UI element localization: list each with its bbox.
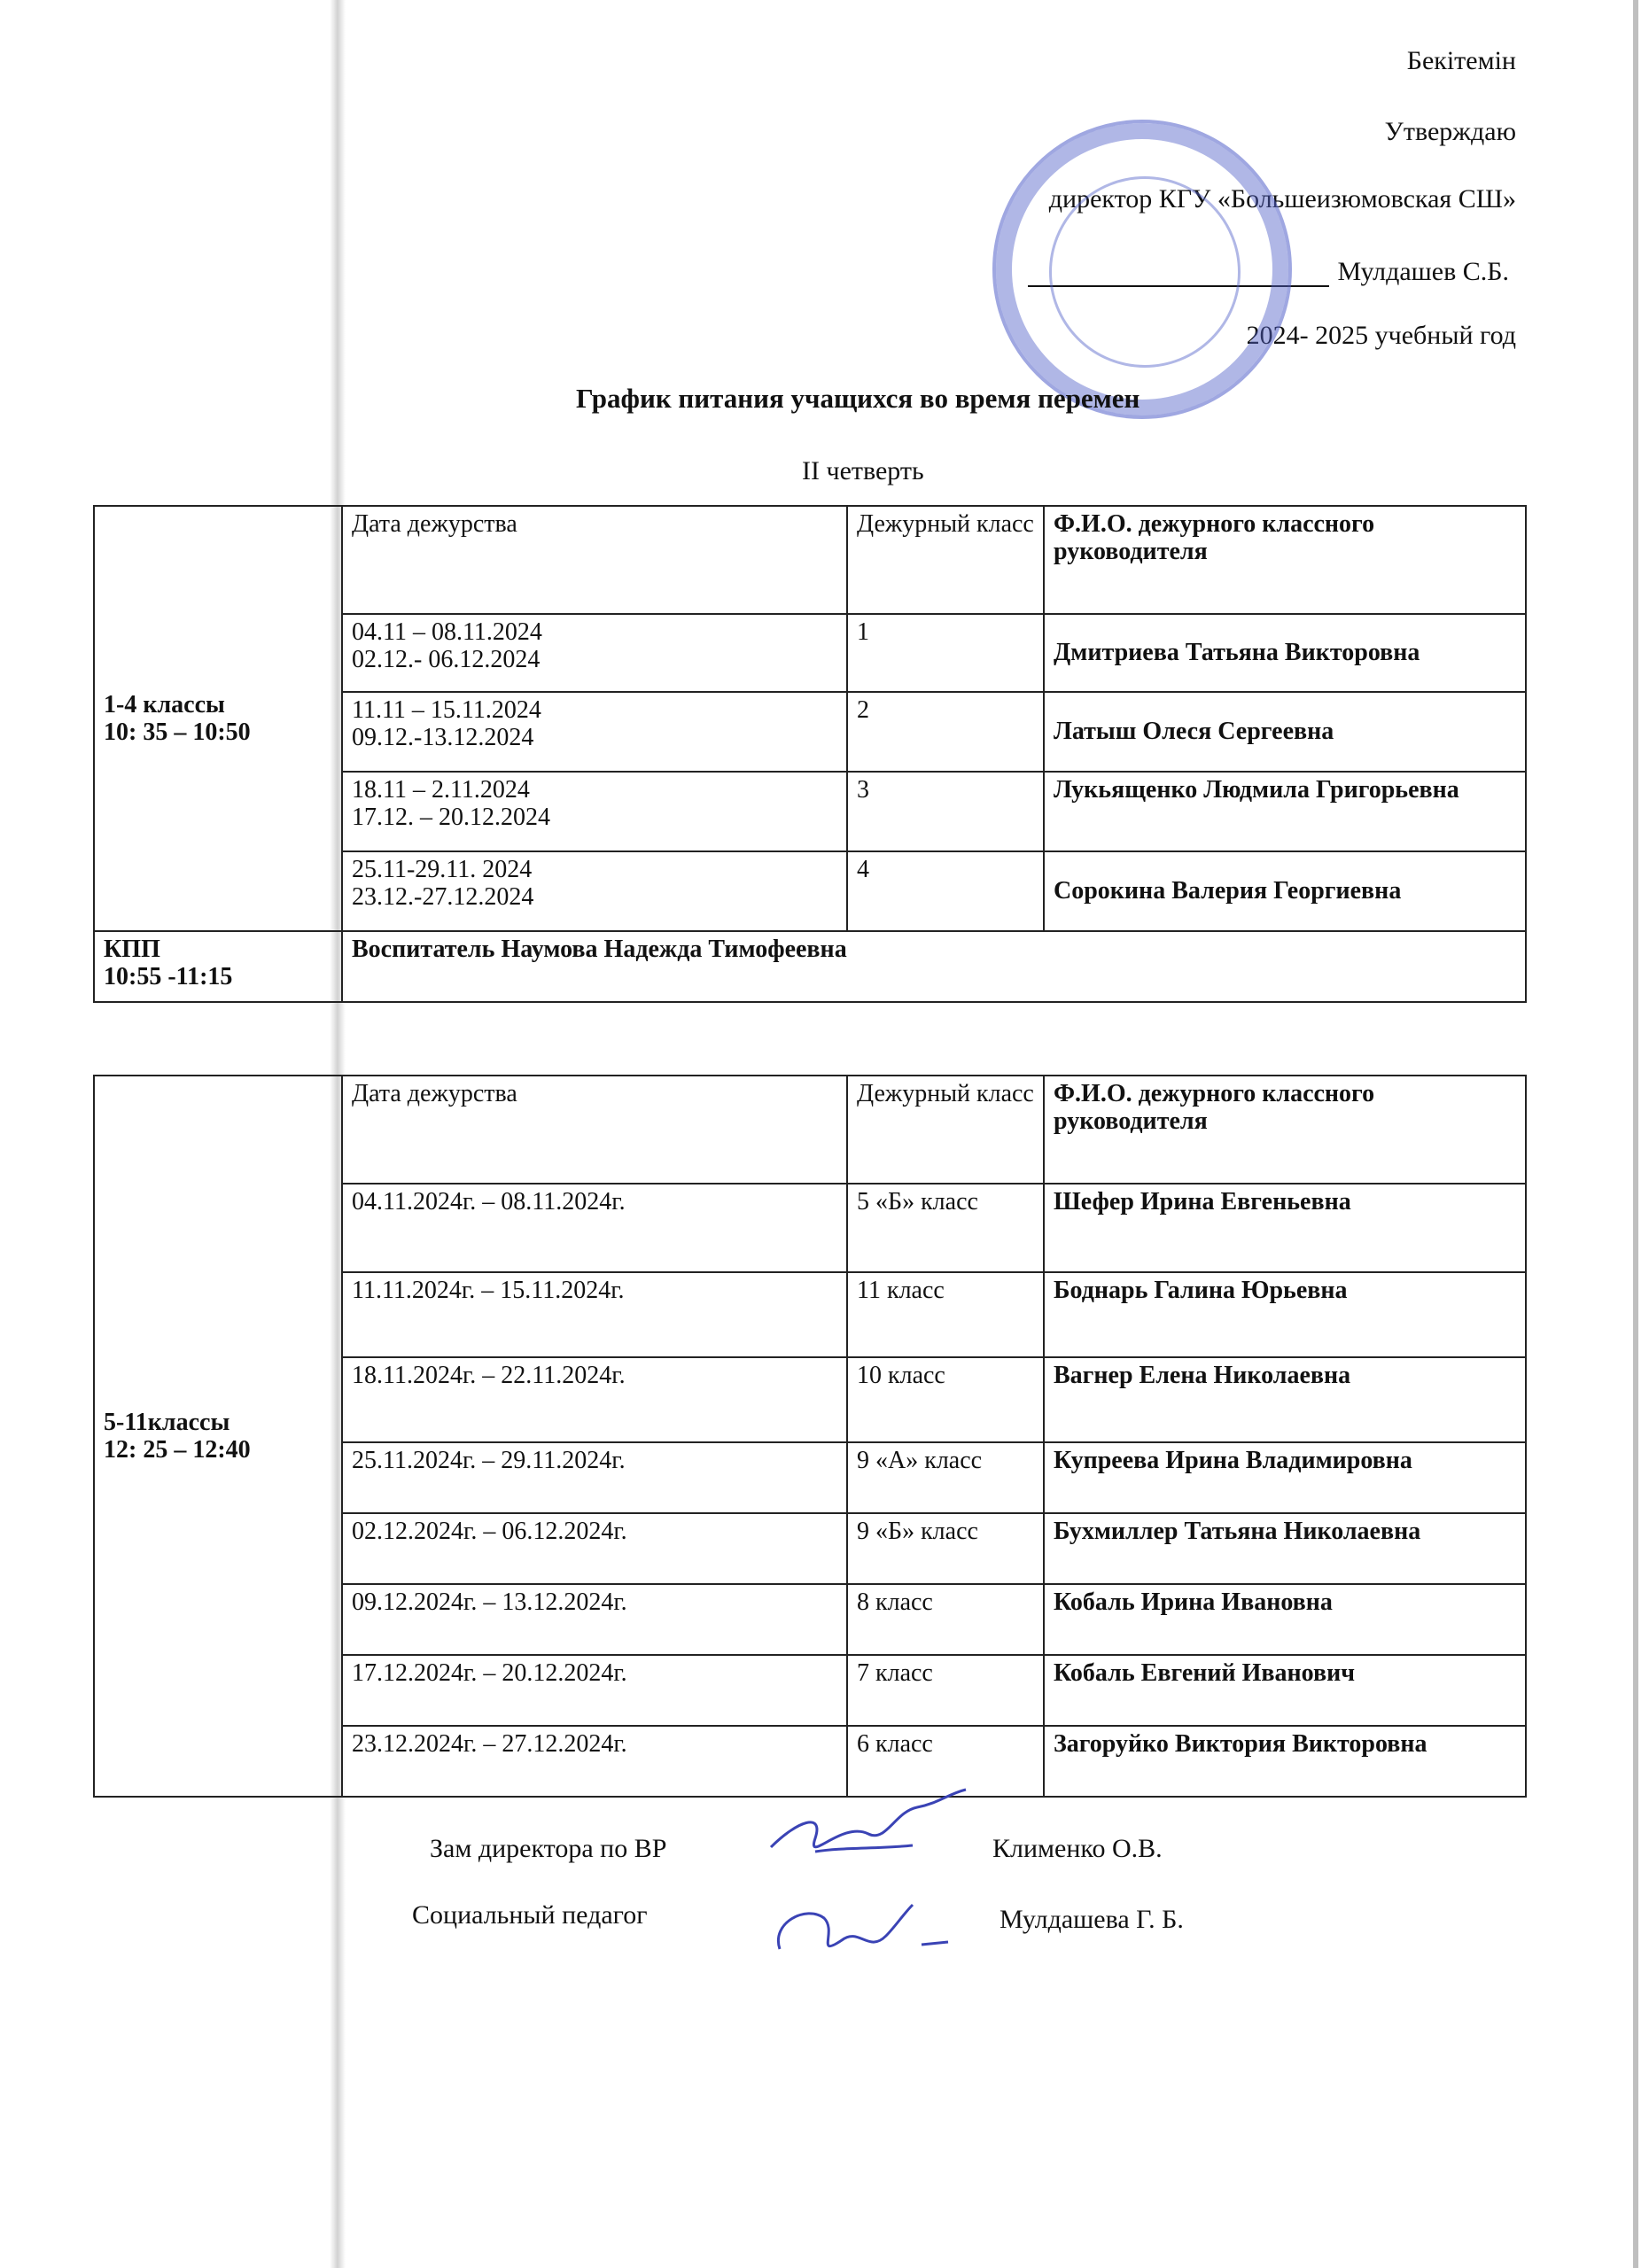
date-cell: 23.12.2024г. – 27.12.2024г. (342, 1726, 847, 1797)
deputy-title: Зам директора по ВР (430, 1834, 667, 1863)
date-cell (342, 772, 847, 851)
approve-ru: Утверждаю (1384, 117, 1516, 146)
scan-edge (1633, 0, 1638, 2268)
class-cell: 8 класс (847, 1584, 1044, 1655)
class-cell: 7 класс (847, 1655, 1044, 1726)
date-cell: 17.12.2024г. – 20.12.2024г. (342, 1655, 847, 1726)
date-range: 23.12.-27.12.2024 (352, 883, 534, 912)
kpp-value: Воспитатель Наумова Надежда Тимофеевна (342, 931, 1526, 1002)
teacher-cell: Купреева Ирина Владимировна (1044, 1442, 1526, 1513)
date-cell (342, 614, 847, 692)
director-title: директор КГУ «Большеизюмовская СШ» (1048, 184, 1516, 214)
kpp-label: КПП (104, 936, 160, 963)
class-cell: 11 класс (847, 1272, 1044, 1357)
group-cell (94, 1076, 342, 1797)
date-range: 02.12.- 06.12.2024 (352, 646, 541, 674)
teacher-cell: Дмитриева Татьяна Викторовна (1044, 614, 1526, 692)
teacher-cell: Сорокина Валерия Георгиевна (1044, 851, 1526, 931)
group-time: 10: 35 – 10:50 (104, 718, 251, 746)
social-title: Социальный педагог (412, 1900, 648, 1930)
director-name: Мулдашев С.Б. (1337, 257, 1509, 286)
class-cell: 5 «Б» класс (847, 1184, 1044, 1272)
teacher-cell: Кобаль Ирина Ивановна (1044, 1584, 1526, 1655)
schedule-table-primary (93, 505, 1527, 1003)
date-cell: 25.11.2024г. – 29.11.2024г. (342, 1442, 847, 1513)
deputy-signature (762, 1785, 975, 1891)
teacher-cell: Кобаль Евгений Иванович (1044, 1655, 1526, 1726)
date-cell (342, 692, 847, 772)
teacher-cell: Загоруйко Виктория Викторовна (1044, 1726, 1526, 1797)
class-cell: 3 (847, 772, 1044, 851)
date-cell: 11.11.2024г. – 15.11.2024г. (342, 1272, 847, 1357)
teacher-cell: Бухмиллер Татьяна Николаевна (1044, 1513, 1526, 1584)
date-range: 11.11 – 15.11.2024 (352, 696, 541, 724)
quarter-label: II четверть (802, 456, 924, 485)
official-stamp (992, 120, 1292, 419)
header-class: Дежурный класс (847, 506, 1044, 614)
class-cell: 2 (847, 692, 1044, 772)
deputy-name: Клименко О.В. (992, 1834, 1163, 1863)
date-cell: 02.12.2024г. – 06.12.2024г. (342, 1513, 847, 1584)
class-cell: 1 (847, 614, 1044, 692)
class-cell: 6 класс (847, 1726, 1044, 1797)
header-fio: Ф.И.О. дежурного классного руководителя (1044, 1076, 1526, 1184)
social-signature (762, 1878, 966, 1976)
class-cell: 9 «А» класс (847, 1442, 1044, 1513)
header-date: Дата дежурства (342, 1076, 847, 1184)
school-year: 2024- 2025 учебный год (1246, 321, 1516, 350)
date-cell: 04.11.2024г. – 08.11.2024г. (342, 1184, 847, 1272)
schedule-table-secondary (93, 1075, 1527, 1798)
group-label: 1-4 классы (104, 690, 225, 718)
date-range: 18.11 – 2.11.2024 (352, 776, 530, 804)
date-range: 25.11-29.11. 2024 (352, 856, 533, 883)
class-cell: 9 «Б» класс (847, 1513, 1044, 1584)
date-cell (342, 851, 847, 931)
social-name: Мулдашева Г. Б. (1000, 1905, 1184, 1934)
class-cell: 10 класс (847, 1357, 1044, 1442)
approve-kz: Бекітемін (1406, 46, 1516, 75)
kpp-row (94, 931, 1526, 1002)
date-cell: 18.11.2024г. – 22.11.2024г. (342, 1357, 847, 1442)
header-fio: Ф.И.О. дежурного классного руководителя (1044, 506, 1526, 614)
stamp-emblem (1049, 176, 1241, 368)
group-cell (94, 506, 342, 931)
teacher-cell: Латыш Олеся Сергеевна (1044, 692, 1526, 772)
header-class: Дежурный класс (847, 1076, 1044, 1184)
date-cell: 09.12.2024г. – 13.12.2024г. (342, 1584, 847, 1655)
teacher-cell: Боднарь Галина Юрьевна (1044, 1272, 1526, 1357)
class-cell: 4 (847, 851, 1044, 931)
teacher-cell: Шефер Ирина Евгеньевна (1044, 1184, 1526, 1272)
header-date: Дата дежурства (342, 506, 847, 614)
date-range: 09.12.-13.12.2024 (352, 724, 534, 752)
group-label: 5-11классы (104, 1408, 230, 1436)
teacher-cell: Вагнер Елена Николаевна (1044, 1357, 1526, 1442)
page-title: График питания учащихся во время перемен (576, 383, 1140, 414)
date-range: 04.11 – 08.11.2024 (352, 618, 542, 646)
kpp-cell (94, 931, 342, 1002)
group-time: 12: 25 – 12:40 (104, 1436, 251, 1464)
date-range: 17.12. – 20.12.2024 (352, 804, 550, 832)
kpp-time: 10:55 -11:15 (104, 963, 233, 991)
teacher-cell: Лукьященко Людмила Григорьевна (1044, 772, 1526, 851)
